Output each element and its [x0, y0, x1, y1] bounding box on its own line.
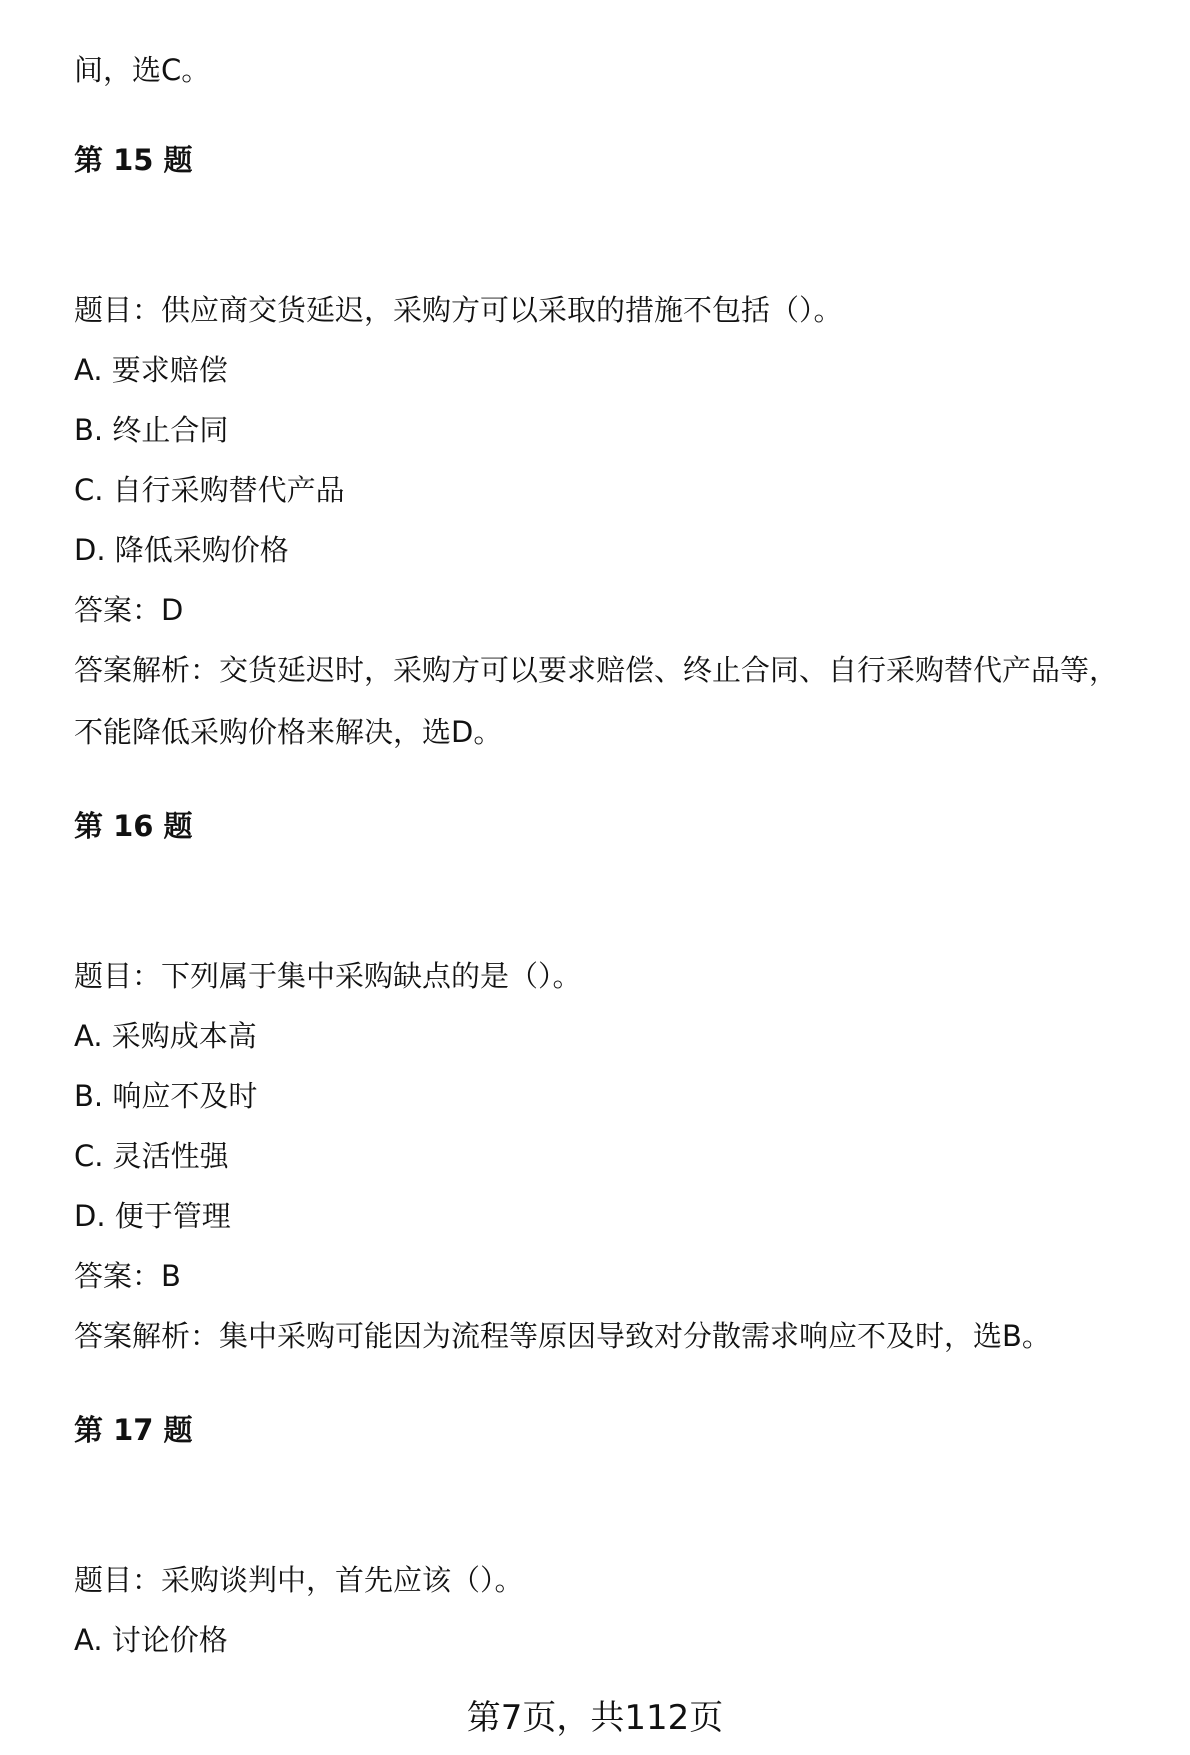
explanation-line-1: 答案解析：集中采购可能因为流程等原因导致对分散需求响应不及时，选B。 [74, 1319, 1051, 1353]
question-heading: 第 17 题 [74, 1413, 193, 1447]
option-b: B. 终止合同 [74, 413, 229, 447]
explanation-line-2: 不能降低采购价格来解决，选D。 [74, 715, 503, 749]
question-text: 题目：采购谈判中，首先应该（）。 [74, 1563, 524, 1597]
option-b: B. 响应不及时 [74, 1079, 258, 1113]
page-footer: 第7页，共112页 [466, 1698, 724, 1738]
question-text: 题目：下列属于集中采购缺点的是（）。 [74, 959, 582, 993]
option-a: A. 要求赔偿 [74, 353, 228, 387]
option-d: D. 便于管理 [74, 1199, 231, 1233]
explanation-line-1: 答案解析：交货延迟时，采购方可以要求赔偿、终止合同、自行采购替代产品等， [74, 653, 1119, 687]
answer: 答案：B [74, 1259, 181, 1293]
question-heading: 第 16 题 [74, 809, 193, 843]
question-text: 题目：供应商交货延迟，采购方可以采取的措施不包括（）。 [74, 293, 843, 327]
question-heading: 第 15 题 [74, 143, 193, 177]
answer: 答案：D [74, 593, 184, 627]
option-c: C. 自行采购替代产品 [74, 473, 345, 507]
continued-explanation: 间，选C。 [74, 53, 211, 87]
option-a: A. 讨论价格 [74, 1623, 228, 1657]
option-a: A. 采购成本高 [74, 1019, 257, 1053]
option-c: C. 灵活性强 [74, 1139, 229, 1173]
option-d: D. 降低采购价格 [74, 533, 289, 567]
